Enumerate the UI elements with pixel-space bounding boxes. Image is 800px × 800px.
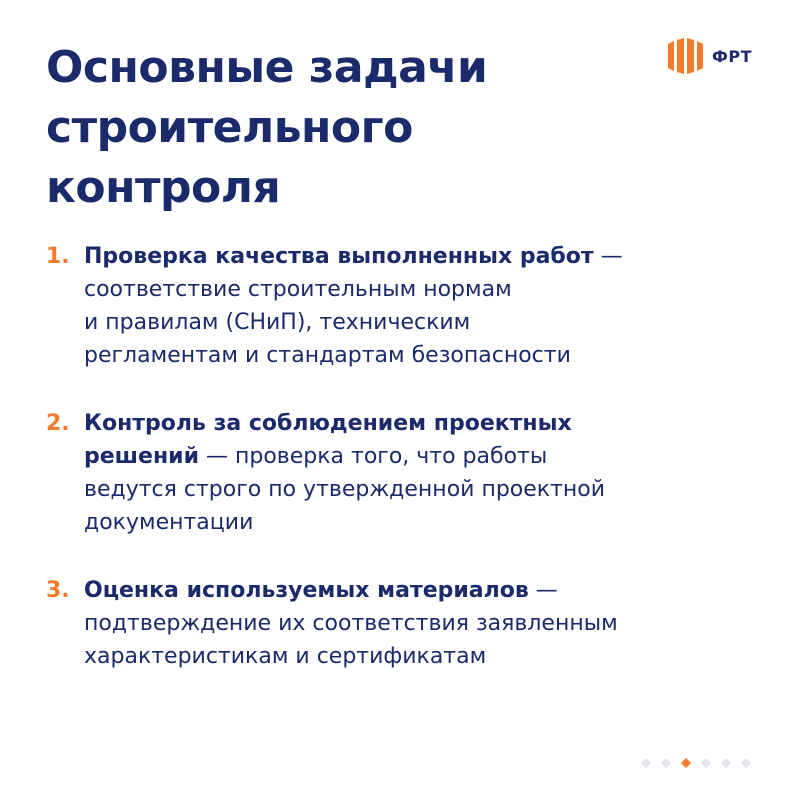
task-line [84, 574, 766, 607]
task-line: ведутся строго по утвержденной проектной [84, 477, 606, 502]
list-item [46, 574, 766, 673]
frt-logo [666, 38, 752, 74]
task-list [46, 240, 766, 708]
frt-logo-icon [666, 38, 706, 74]
task-dash: — [528, 578, 558, 603]
task-line [84, 240, 766, 273]
title-line: Основные задачи [46, 42, 488, 93]
task-heading: Оценка используемых материалов [84, 578, 529, 603]
slide-pager [640, 756, 756, 770]
page-title [46, 38, 606, 218]
pager-dots [640, 756, 756, 770]
pager-dot[interactable] [721, 758, 731, 768]
title-line: строительного [46, 102, 413, 153]
task-line: подтверждение их соответствия заявленным [84, 611, 618, 636]
pager-dot-active[interactable] [681, 758, 691, 768]
task-number: 3. [46, 578, 70, 603]
task-line: соответствие строительным нормам [84, 277, 512, 302]
task-heading: Контроль за соблюдением проектных [84, 411, 572, 436]
task-line: регламентам и стандартам безопасности [84, 343, 571, 368]
task-dash: — [593, 244, 623, 269]
task-heading: Проверка качества выполненных работ [84, 244, 594, 269]
pager-dot[interactable] [661, 758, 671, 768]
task-description: — проверка того, что работы [198, 444, 548, 469]
task-heading: решений [84, 444, 199, 469]
list-item [46, 407, 766, 539]
pager-dot[interactable] [641, 758, 651, 768]
task-line: и правилам (СНиП), техническим [84, 310, 471, 335]
task-number: 2. [46, 411, 70, 436]
task-line: документации [84, 510, 254, 535]
task-line [84, 440, 766, 473]
task-number: 1. [46, 244, 70, 269]
task-line: характеристикам и сертификатам [84, 644, 487, 669]
pager-dot[interactable] [701, 758, 711, 768]
list-item [46, 240, 766, 372]
logo-text: ФРТ [712, 46, 753, 66]
title-line: контроля [46, 162, 281, 213]
pager-dot[interactable] [741, 758, 751, 768]
